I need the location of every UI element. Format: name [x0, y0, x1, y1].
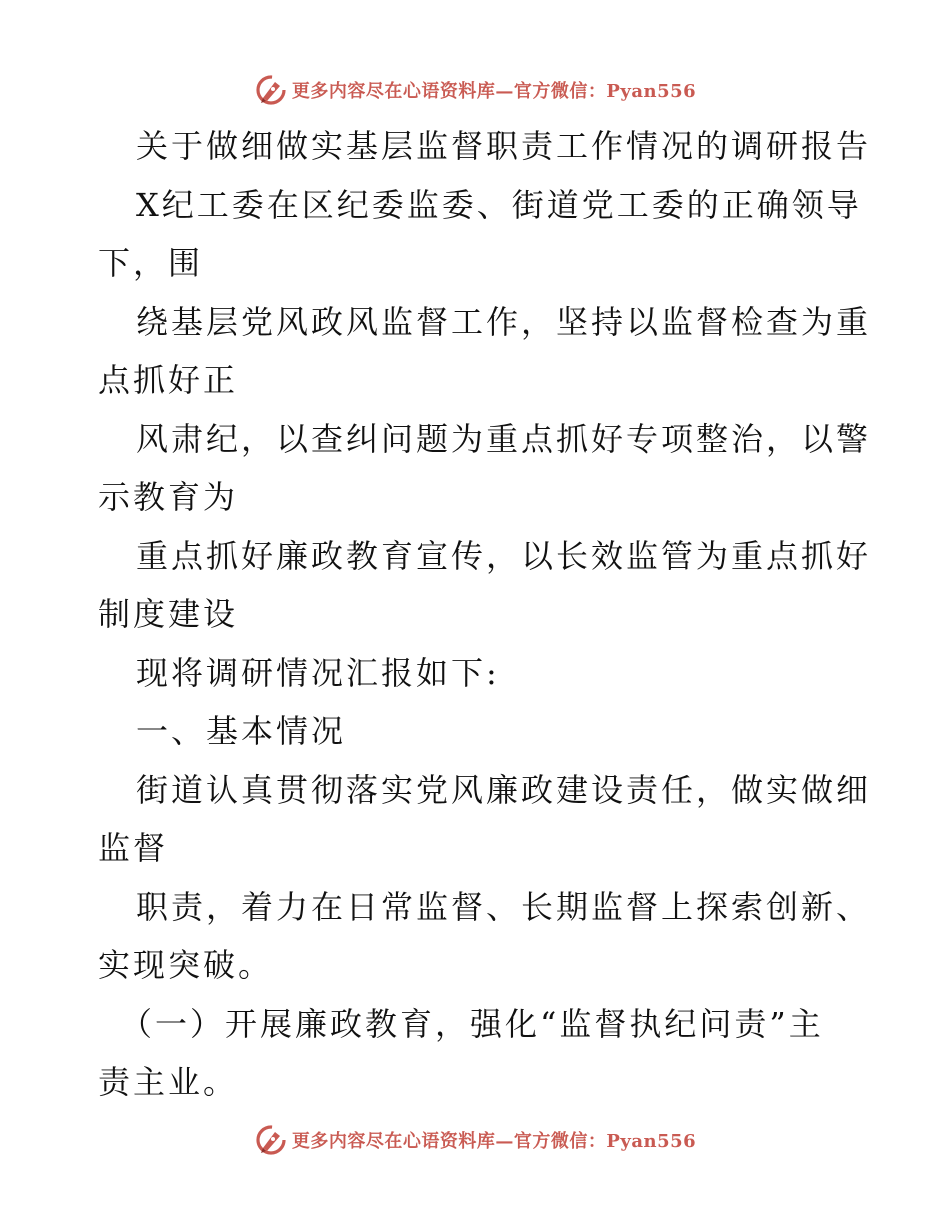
pen-nib-circle-icon	[254, 1123, 288, 1157]
paragraph-line: 下，围	[98, 244, 204, 282]
watermark-text: 更多内容尽在心语资料库—官方微信：Pyan556	[291, 1131, 697, 1152]
paragraph-line: 监督	[98, 829, 169, 867]
section-heading: 一、基本情况	[136, 712, 347, 750]
paragraph-line: 点抓好正	[98, 361, 239, 399]
paragraph-line: 制度建设	[98, 595, 239, 633]
watermark-banner-top	[0, 70, 950, 110]
document-title: 关于做细做实基层监督职责工作情况的调研报告	[136, 127, 872, 165]
paragraph-line: 实现突破。	[98, 946, 274, 984]
paragraph-line: 示教育为	[98, 478, 239, 516]
paragraph-line: 职责，着力在日常监督、长期监督上探索创新、	[136, 888, 872, 926]
paragraph-line: 现将调研情况汇报如下:	[136, 654, 500, 692]
paragraph-line: 风肃纪，以查纠问题为重点抓好专项整治，以警	[136, 420, 872, 458]
subsection-heading: （一）开展廉政教育，强化“监督执纪问责”主	[120, 1005, 824, 1043]
watermark-text: 更多内容尽在心语资料库—官方微信：Pyan556	[291, 81, 697, 102]
pen-nib-circle-icon	[254, 73, 288, 107]
paragraph-line: 绕基层党风政风监督工作，坚持以监督检查为重	[136, 303, 872, 341]
paragraph-line: 街道认真贯彻落实党风廉政建设责任，做实做细	[136, 771, 872, 809]
watermark-banner-bottom	[0, 1120, 950, 1160]
paragraph-line: X纪工委在区纪委监委、街道党工委的正确领导	[136, 186, 862, 224]
paragraph-line: 责主业。	[98, 1063, 239, 1101]
paragraph-line: 重点抓好廉政教育宣传，以长效监管为重点抓好	[136, 537, 872, 575]
